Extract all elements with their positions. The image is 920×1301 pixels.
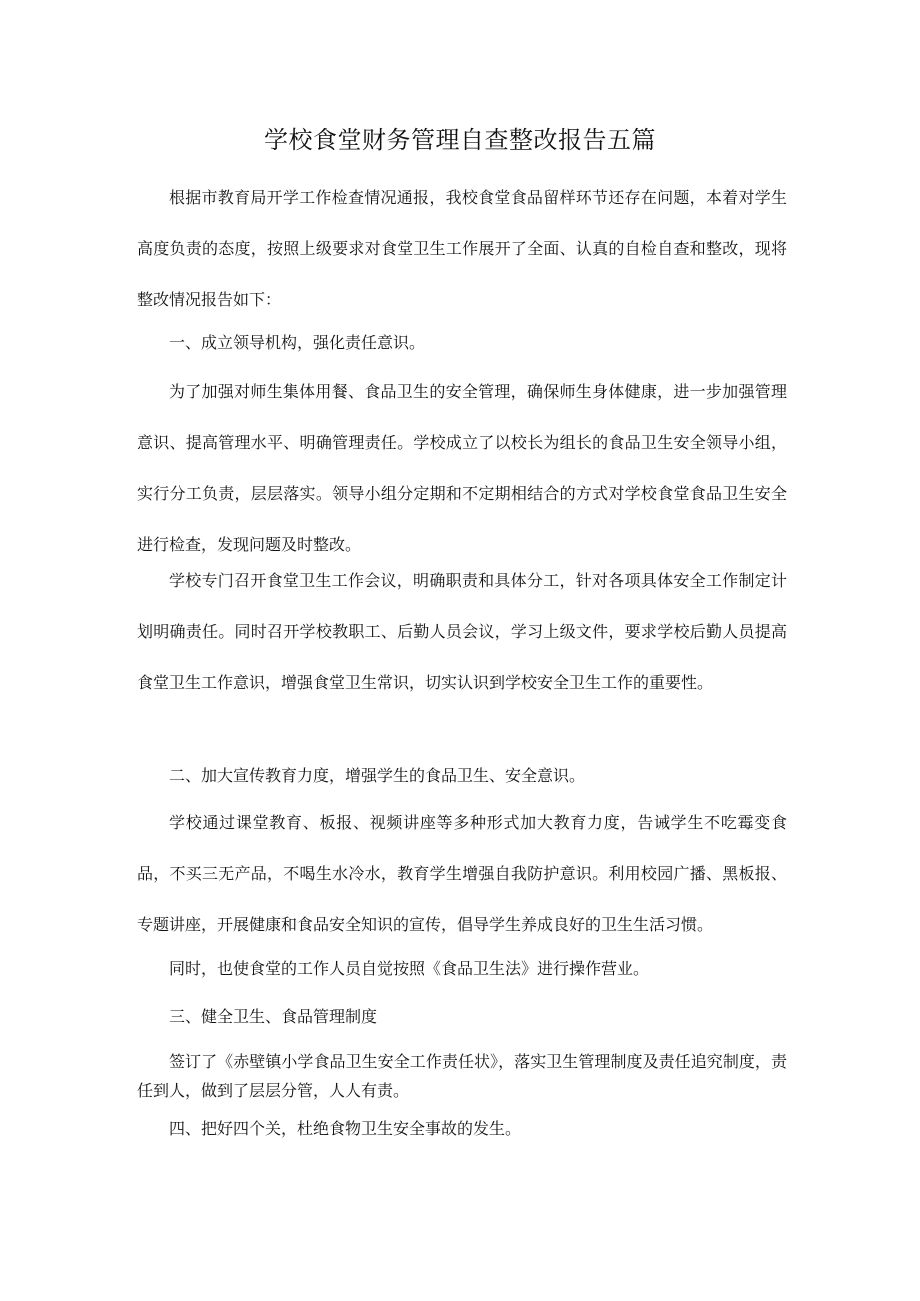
section-heading-1: 一、成立领导机构，强化责任意识。	[169, 333, 426, 352]
paragraph-staff: 同时，也使食堂的工作人员自觉按照《食品卫生法》进行操作营业。	[169, 959, 650, 978]
paragraph-intro: 根据市教育局开学工作检查情况通报，我校食堂食品留样环节还存在问题，本着对学生高度负责的态度，按照上级要求对食堂卫生工作展开了全面、认真的自检自查和整改，现将整改情况报告如下：	[137, 188, 787, 309]
paragraph-education: 学校通过课堂教育、板报、视频讲座等多种形式加大教育力度，告诫学生不吃霉变食品，不买三无产品，不喝生水冷水，教育学生增强自我防护意识。利用校园广播、黑板报、专题讲座，开展健康和食品安全知识的宣传，倡导学生养成良好的卫生生活习惯。	[137, 813, 787, 934]
paragraph-leadership: 为了加强对师生集体用餐、食品卫生的安全管理，确保师生身体健康，进一步加强管理意识、提高管理水平、明确管理责任。学校成立了以校长为组长的食品卫生安全领导小组，实行分工负责，层层落实。领导小组分定期和不定期相结合的方式对学校食堂食品卫生安全进行检查，发现问题及时整改。	[137, 382, 787, 554]
section-heading-3: 三、健全卫生、食品管理制度	[169, 1007, 378, 1026]
paragraph-responsibility: 签订了《赤壁镇小学食品卫生安全工作责任状》，落实卫生管理制度及责任追究制度，责任到人，做到了层层分管，人人有责。	[137, 1052, 787, 1100]
document-title: 学校食堂财务管理自查整改报告五篇	[264, 126, 656, 154]
paragraph-meeting: 学校专门召开食堂卫生工作会议，明确职责和具体分工，针对各项具体安全工作制定计划明确责任。同时召开学校教职工、后勤人员会议，学习上级文件，要求学校后勤人员提高食堂卫生工作意识，增强食堂卫生常识，切实认识到学校安全卫生工作的重要性。	[137, 571, 787, 692]
section-heading-4: 四、把好四个关，杜绝食物卫生安全事故的发生。	[169, 1119, 522, 1138]
section-heading-2: 二、加大宣传教育力度，增强学生的食品卫生、安全意识。	[169, 766, 586, 785]
